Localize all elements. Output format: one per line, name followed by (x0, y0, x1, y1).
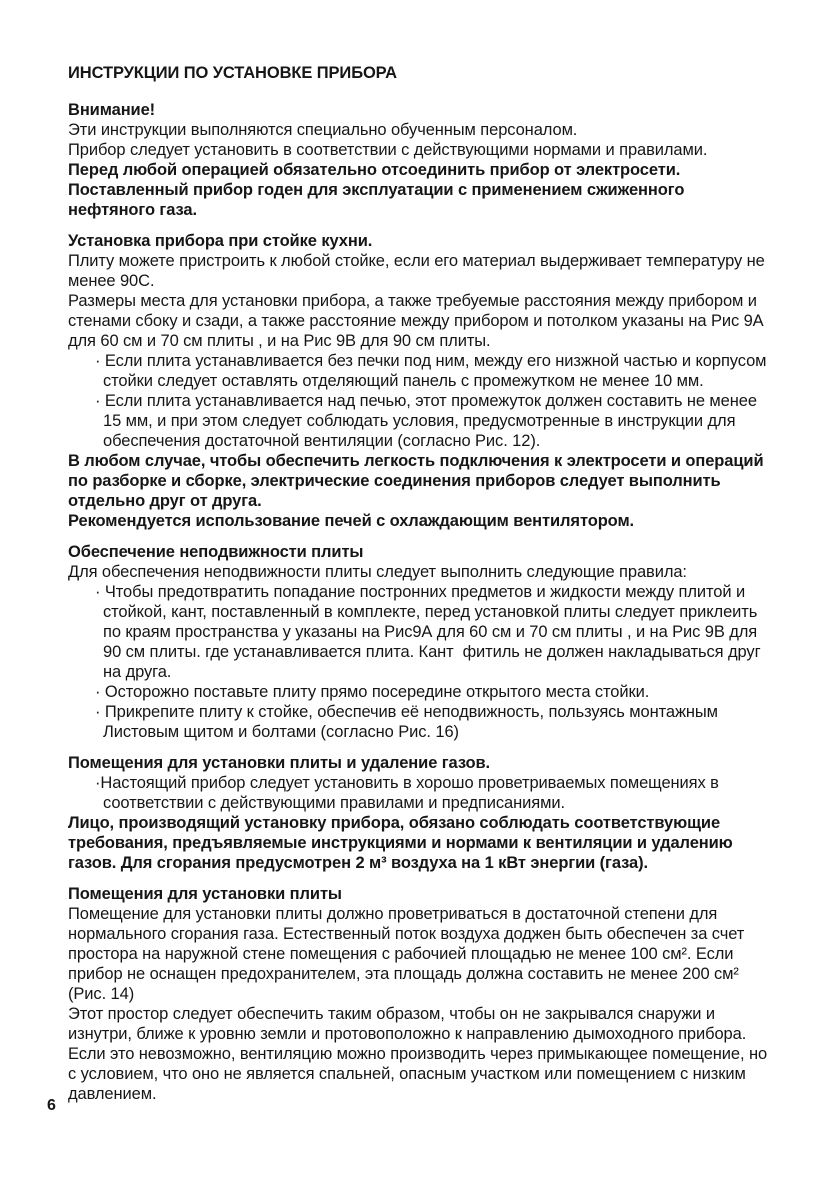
section-heading-rooms-gas: Помещения для установки плиты и удаление газов. (68, 754, 491, 772)
section-heading-immobility: Обеспечение неподвижности плиты (68, 543, 364, 561)
bullet-item: · Чтобы предотвратить попадание постронних предметов и жидкости между плитой и стойкой, кант, поставленный в комплекте, перед установкой плиты следует приклеить по краям пространства у указаны на Рис9А для 60 см и 70 см плиты , и на Рис 9В для 90 см плиты. где устанавливается плита. Кант фитиль не должен накладываться друг на друга. (68, 582, 774, 682)
bullet-item: · Если плита устанавливается над печью, этот промежуток должен составить не менее 15 мм, и при этом следует соблюдать условия, предусмотренные в инструкции для обеспечения достаточной вентиляции (согласно Рис. 12). (68, 391, 774, 451)
bullet-item: · Настоящий прибор следует установить в хорошо проветриваемых помещениях в соответствии с действующими правилами и предписаниями. (68, 773, 774, 813)
bullet-item: · Осторожно поставьте плиту прямо посередине открытого места стойки. (68, 682, 774, 702)
section-heading-rooms: Помещения для установки плиты (68, 885, 342, 903)
bullet-item: · Прикрепите плиту к стойке, обеспечив её неподвижность, пользуясь монтажным Листовым щитом и болтами (согласно Рис. 16) (68, 702, 774, 742)
section-heading-attention: Внимание! (68, 101, 156, 119)
paragraph: Для обеспечения неподвижности плиты следует выполнить следующие правила: (68, 563, 687, 581)
section-heading-install-counter: Установка прибора при стойке кухни. (68, 232, 373, 250)
paragraph-bold: Перед любой операцией обязательно отсоединить прибор от электросети. (68, 161, 681, 179)
paragraph-bold: Лицо, производящий установку прибора, обязано соблюдать соответствующие требования, предъявляемые инструкциями и нормами к вентиляции и удалению газов. Для сгорания предусмотрен 2 м³ воздуха на 1 кВт энергии (газа). (68, 814, 738, 872)
paragraph-bold: Поставленный прибор годен для эксплуатации с применением сжиженного нефтяного газа. (68, 181, 689, 219)
paragraph: Плиту можете пристроить к любой стойке, если его материал выдерживает температуру не менее 90С. (68, 252, 770, 290)
document-title: ИНСТРУКЦИИ ПО УСТАНОВКЕ ПРИБОРА (68, 64, 397, 82)
paragraph-bold: В любом случае, чтобы обеспечить легкость подключения к электросети и операций по разборке и сборке, электрические соединения приборов следует выполнить отдельно друг от друга. (68, 452, 768, 510)
paragraph: Прибор следует установить в соответствии с действующими нормами и правилами. (68, 141, 708, 159)
bullet-item: · Если плита устанавливается без печки под ним, между его низжной частью и корпусом стойки следует оставлять отделяющий панель с промежутком не менее 10 мм. (68, 351, 774, 391)
document-content (68, 63, 780, 1104)
paragraph: Размеры места для установки прибора, а также требуемые расстояния между прибором и стенами сбоку и сзади, а также расстояние между прибором и потолком указаны на Рис 9А для 60 см и 70 см плиты , и на Рис 9В для 90 см плиты. (68, 292, 769, 350)
paragraph: Этот простор следует обеспечить таким образом, чтобы он не закрывался снаружи и изнутри, ближе к уровню земли и протовоположно к направлению дымоходного прибора. Если это невозможно, вентиляцию можно производить через примыкающее помещение, но с условием, что оно не является спальней, опасным участком или помещением с низким давлением. (68, 1005, 772, 1103)
paragraph: Эти инструкции выполняются специально обученным персоналом. (68, 121, 578, 139)
page-number: 6 (47, 1097, 56, 1114)
paragraph-bold: Рекомендуется использование печей с охлаждающим вентилятором. (68, 512, 635, 530)
paragraph: Помещение для установки плиты должно проветриваться в достаточной степени для нормального сгорания газа. Естественный поток воздуха доджен быть обеспечен за счет простора на наружной стене помещения с рабочией площадью не менее 100 см². Если прибор не оснащен предохранителем, эта площадь должна составить не менее 200 см² (Рис. 14) (68, 905, 749, 1003)
